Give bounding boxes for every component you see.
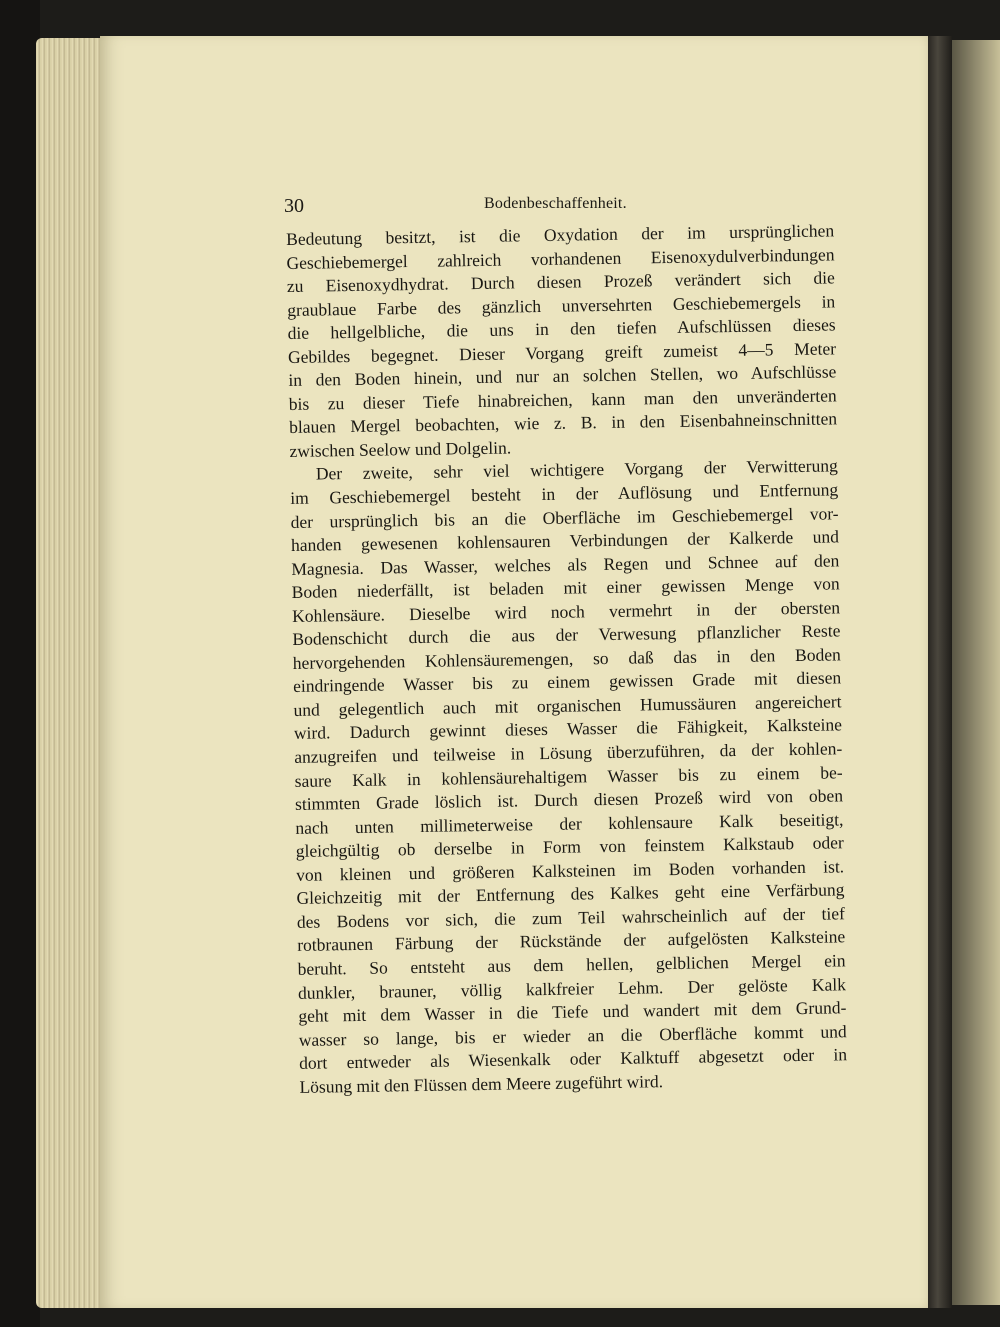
text-line: Kohlensäure. Dieselbe wird noch vermehrt in der obersten xyxy=(291,597,841,626)
text-line: graublaue Farbe des gänzlich unversehrten Geschiebemergels in xyxy=(287,291,836,320)
text-line: zu Eisenoxydhydrat. Durch diesen Prozeß verändert sich die xyxy=(286,267,836,297)
text-line: eindringende Wasser bis zu einem gewissen Grade mit diesen xyxy=(293,667,842,697)
text-line: geht mit dem Wasser in die Tiefe und wandert mit dem Grund- xyxy=(298,997,847,1026)
text-line: beruht. So entsteht aus dem hellen, gelblichen Mergel ein xyxy=(297,950,846,979)
page-stack-edges xyxy=(36,38,108,1308)
text-line: Gleichzeitig mit der Entfernung des Kalkes geht eine Verfärbung xyxy=(296,879,845,909)
text-line: blauen Mergel beobachten, wie z. B. in den Eisenbahneinschnitten xyxy=(288,408,838,438)
text-line: Boden niederfällt, ist beladen mit einer gewissen Menge von xyxy=(291,573,840,603)
text-line: Lösung mit den Flüssen dem Meere zugeführt wird. xyxy=(299,1070,664,1097)
text-line: wird. Dadurch gewinnt dieses Wasser die Fähigkeit, Kalksteine xyxy=(293,714,843,744)
text-line: rotbraunen Färbung der Rückstände der aufgelösten Kalksteine xyxy=(297,926,846,956)
text-line: Geschiebemergel zahlreich vorhandenen Eisenoxydulverbindungen xyxy=(286,243,835,273)
text-line: handen gewesenen kohlensauren Verbindungen der Kalkerde und xyxy=(290,526,840,556)
running-title: Bodenbeschaffenheit. xyxy=(484,195,627,212)
facing-page-shadow xyxy=(952,40,1000,1305)
text-line: des Bodens vor sich, die zum Teil wahrscheinlich auf der tief xyxy=(296,903,845,932)
text-line: Der zweite, sehr viel wichtigere Vorgang der Verwitterung xyxy=(315,455,838,485)
body-text xyxy=(286,219,848,1099)
text-line: die hellgelbliche, die uns in den tiefen Aufschlüssen dieses xyxy=(287,314,836,344)
text-line: wasser so lange, bis er wieder an die Oberfläche kommt und xyxy=(298,1020,847,1050)
text-line: und gelegentlich auch mit organischen Humussäuren angereichert xyxy=(293,691,842,720)
text-line: Gebildes begegnet. Dieser Vorgang greift zumeist 4—5 Meter xyxy=(287,338,837,367)
text-line: Magnesia. Das Wasser, welches als Regen und Schnee auf den xyxy=(291,550,840,579)
text-line: hervorgehenden Kohlensäuremengen, so daß das in den Boden xyxy=(292,644,841,673)
text-line: dort entweder als Wiesenkalk oder Kalktuff abgesetzt oder in xyxy=(298,1044,848,1074)
text-line: anzugreifen und teilweise in Lösung überzuführen, da der kohlen- xyxy=(294,738,843,767)
text-line: im Geschiebemergel besteht in der Auflösung und Entfernung xyxy=(290,479,839,508)
text-line: der ursprünglich bis an die Oberfläche im Geschiebemergel vor- xyxy=(290,502,839,532)
page-number: 30 xyxy=(284,195,304,217)
text-line: zwischen Seelow und Dolgelin. xyxy=(289,437,512,461)
text-line: von kleinen und größeren Kalksteinen im Boden vorhanden ist. xyxy=(296,856,845,885)
text-line: saure Kalk in kohlensäurehaltigem Wasser bis zu einem be- xyxy=(294,761,843,791)
book-cover-edge xyxy=(0,0,40,1327)
text-line: in den Boden hinein, und nur an solchen Stellen, wo Aufschlüsse xyxy=(288,361,837,391)
text-line: bis zu dieser Tiefe hinabreichen, kann man den unveränderten xyxy=(288,385,837,414)
text-line: nach unten millimeterweise der kohlensaure Kalk beseitigt, xyxy=(295,808,844,838)
text-line: stimmten Grade löslich ist. Durch diesen Prozeß wird von oben xyxy=(294,785,844,815)
text-line: Bodenschicht durch die aus der Verwesung pflanzlicher Reste xyxy=(292,620,841,650)
text-line: gleichgültig ob derselbe in Form von feinstem Kalkstaub oder xyxy=(295,832,844,862)
text-line: Bedeutung besitzt, ist die Oxydation der im ursprünglichen xyxy=(286,220,835,249)
book-gutter xyxy=(928,36,952,1308)
text-line: dunkler, brauner, völlig kalkfreier Lehm. Der gelöste Kalk xyxy=(297,973,847,1003)
